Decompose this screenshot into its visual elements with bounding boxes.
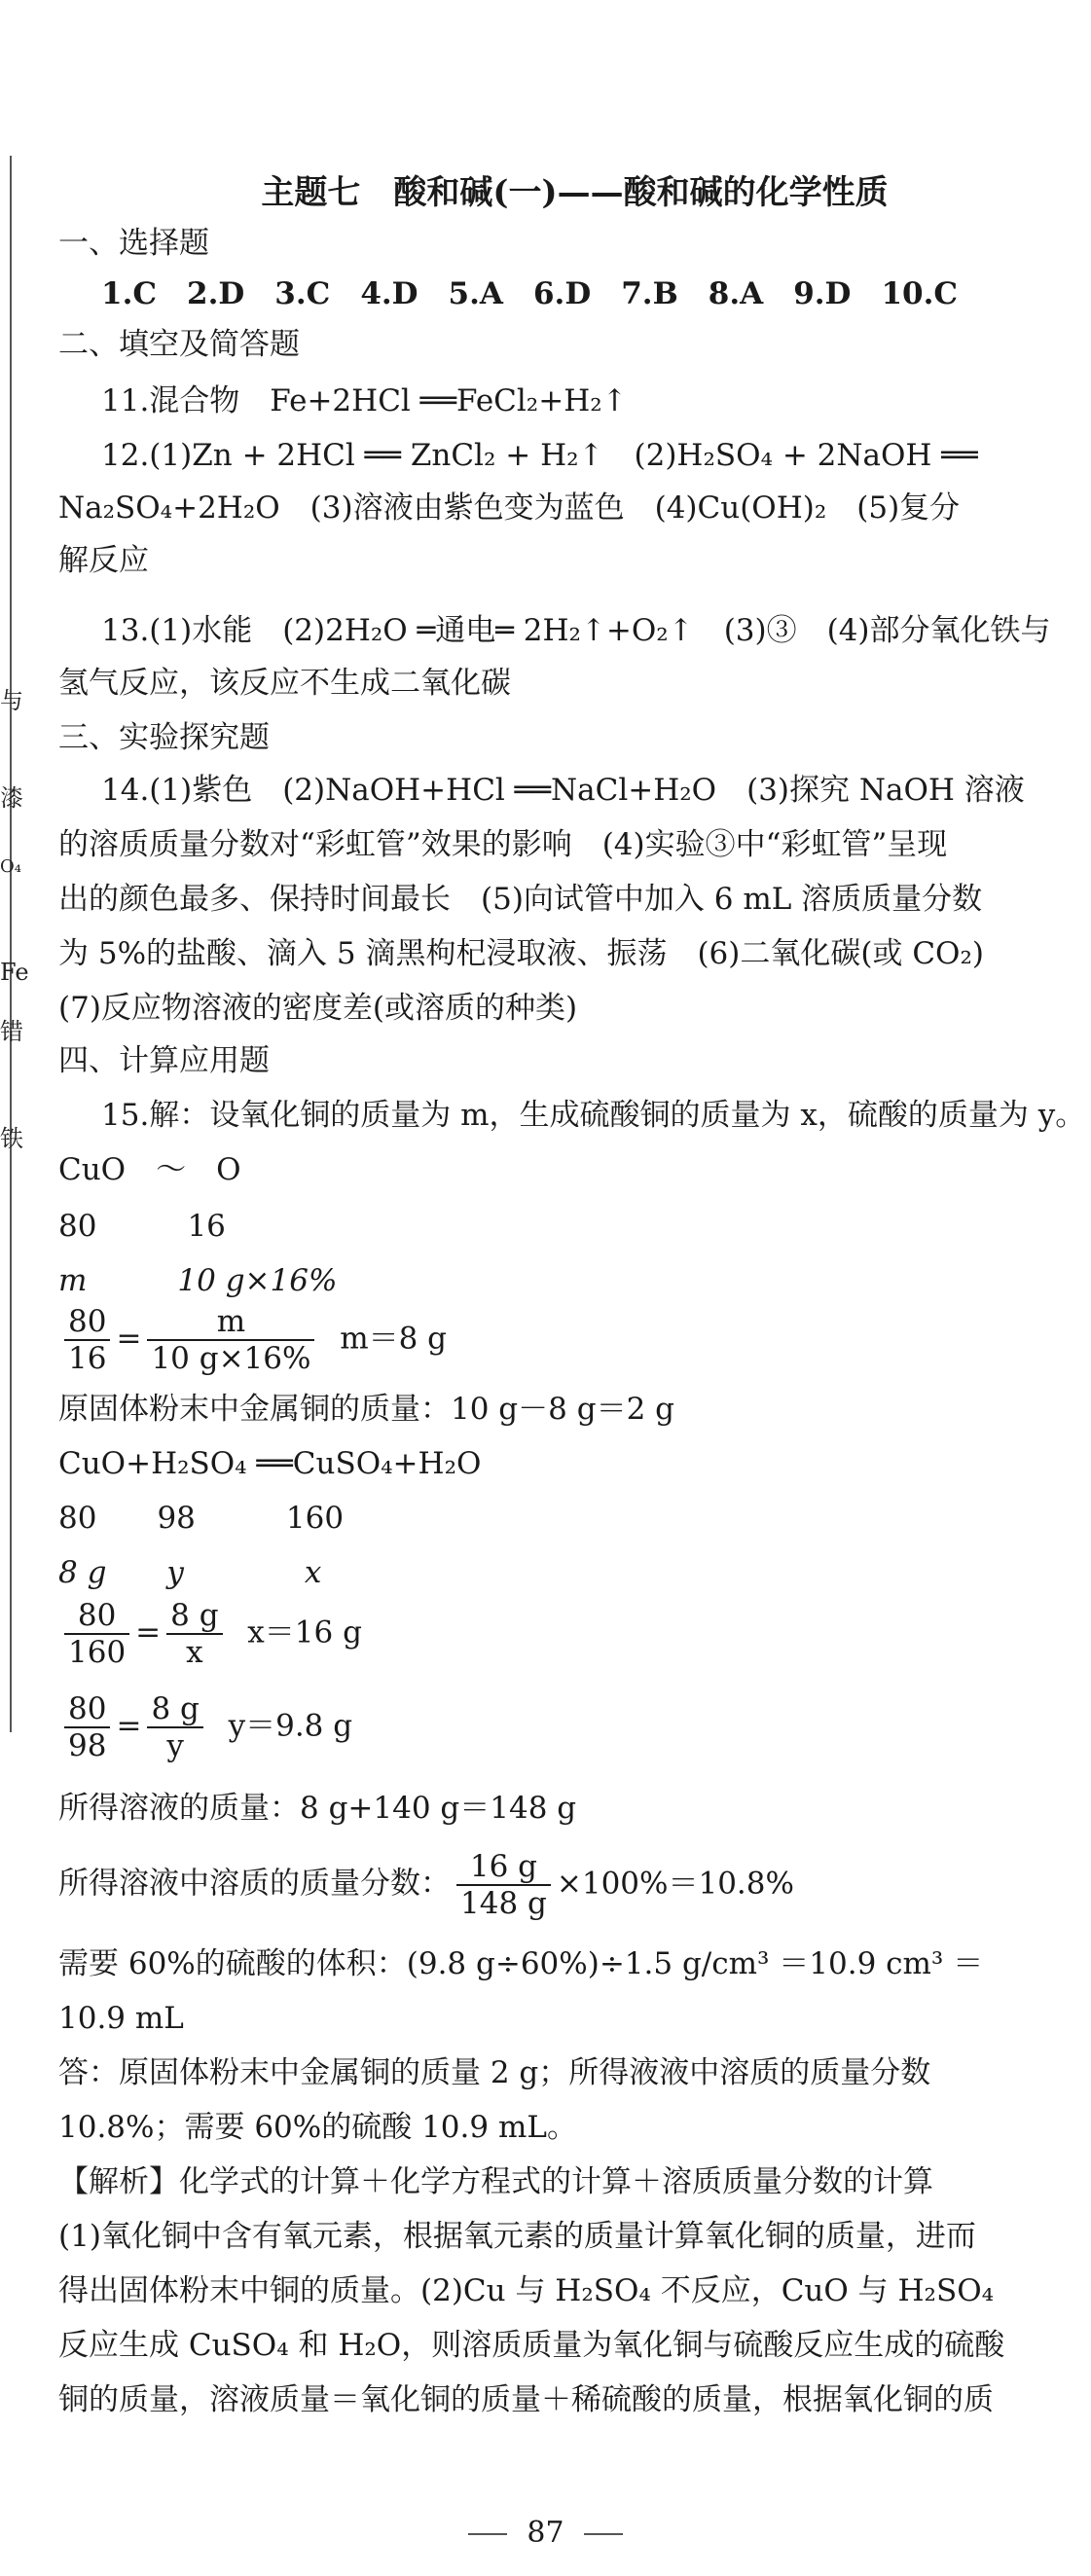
answer-line: 的溶质质量分数对“彩虹管”效果的影响 (4)实验③中“彩虹管”呈现	[58, 827, 948, 862]
calc-line: 原固体粉末中金属铜的质量：10 g－8 g＝2 g	[58, 1392, 674, 1427]
equals: =	[116, 1708, 142, 1744]
section-heading: 四、计算应用题	[58, 1043, 270, 1078]
margin-fragment: Fe	[0, 959, 29, 986]
fraction	[64, 1691, 110, 1763]
numerator: 80	[64, 1304, 110, 1341]
calc-line: CuO ～ O	[58, 1152, 241, 1187]
margin-fragment: 错	[0, 1018, 23, 1045]
calc-line: 80 16	[58, 1209, 226, 1244]
analysis-line: 铜的质量，溶液质量＝氧化铜的质量＋稀硫酸的质量，根据氧化铜的质	[58, 2382, 994, 2417]
calc-line: 10.9 mL	[58, 2001, 184, 2036]
page-number	[0, 2516, 1091, 2550]
equals: =	[135, 1615, 162, 1651]
page-number-text: 87	[527, 2516, 564, 2550]
numerator: 80	[64, 1598, 129, 1635]
answer-line: 解反应	[58, 543, 149, 578]
fraction-line	[58, 1598, 1091, 1670]
section-heading: 一、选择题	[58, 226, 209, 261]
denominator: y	[166, 1728, 184, 1763]
fraction-prefix: 所得溶液中溶质的质量分数：	[58, 1866, 451, 1902]
numerator: 80	[64, 1691, 110, 1728]
denominator: 98	[68, 1728, 107, 1763]
denominator: 16	[68, 1341, 107, 1376]
answer-line: 为 5%的盐酸、滴入 5 滴黑枸杞浸取液、振荡 (6)二氧化碳(或 CO₂)	[58, 936, 984, 971]
numerator: m	[147, 1304, 314, 1341]
numerator: 16 g	[456, 1849, 551, 1886]
calc-line: 所得溶液的质量：8 g+140 g＝148 g	[58, 1791, 577, 1826]
denominator: 160	[68, 1635, 127, 1670]
denominator: 148 g	[460, 1886, 547, 1921]
answer-line: 1.C 2.D 3.C 4.D 5.A 6.D 7.B 8.A 9.D 10.C	[101, 276, 959, 311]
fraction-line	[58, 1304, 1091, 1376]
numerator: 8 g	[147, 1691, 202, 1728]
result: m＝8 g	[340, 1321, 448, 1357]
numerator: 8 g	[166, 1598, 222, 1635]
fraction	[64, 1304, 110, 1376]
page-title: 主题七 酸和碱(一)——酸和碱的化学性质	[261, 173, 889, 212]
result: y＝9.8 g	[228, 1708, 353, 1744]
footer-dash	[584, 2533, 623, 2535]
calc-line: m 10 g×16%	[58, 1263, 338, 1298]
margin-fragment: 铁	[0, 1125, 23, 1152]
result: x＝16 g	[247, 1615, 362, 1651]
answer-line: 11.混合物 Fe+2HCl ══FeCl₂+H₂↑	[101, 383, 628, 418]
section-heading: 二、填空及简答题	[58, 327, 300, 362]
answer-line: 出的颜色最多、保持时间最长 (5)向试管中加入 6 mL 溶质质量分数	[58, 882, 983, 917]
calc-line: 80 98 160	[58, 1501, 345, 1536]
fraction	[147, 1691, 202, 1763]
answer-line: 12.(1)Zn + 2HCl ══ ZnCl₂ + H₂↑ (2)H₂SO₄ + 2NaOH ══	[101, 438, 978, 473]
margin-fragment: O₄	[0, 856, 21, 877]
answer-line: 13.(1)水能 (2)2H₂O ═通电═ 2H₂↑+O₂↑ (3)③ (4)部分氧化铁与	[101, 613, 1051, 648]
fraction-line	[58, 1691, 1091, 1763]
analysis-line: 得出固体粉末中铜的质量。(2)Cu 与 H₂SO₄ 不反应，CuO 与 H₂SO₄	[58, 2273, 995, 2308]
margin-rule	[10, 156, 12, 1732]
answer-line: Na₂SO₄+2H₂O (3)溶液由紫色变为蓝色 (4)Cu(OH)₂ (5)复分	[58, 490, 961, 526]
analysis-line: (1)氧化铜中含有氧元素，根据氧元素的质量计算氧化铜的质量，进而	[58, 2219, 976, 2254]
footer-dash	[468, 2533, 507, 2535]
fraction	[456, 1849, 551, 1921]
answer-line: (7)反应物溶液的密度差(或溶质的种类)	[58, 991, 578, 1026]
calc-line: 8 g y x	[58, 1555, 322, 1590]
calc-line: 需要 60%的硫酸的体积：(9.8 g÷60%)÷1.5 g/cm³ ＝10.9 cm³ ＝	[58, 1946, 984, 1981]
answer-line: 氢气反应，该反应不生成二氧化碳	[58, 666, 511, 701]
answer-line: 答：原固体粉末中金属铜的质量 2 g；所得液液中溶质的质量分数	[58, 2055, 931, 2090]
analysis-line: 【解析】化学式的计算＋化学方程式的计算＋溶质质量分数的计算	[58, 2164, 933, 2199]
answer-line: 14.(1)紫色 (2)NaOH+HCl ══NaCl+H₂O (3)探究 NaOH 溶液	[101, 773, 1025, 808]
equals: =	[116, 1321, 142, 1357]
result: ×100%＝10.8%	[556, 1866, 794, 1902]
fraction	[64, 1598, 129, 1670]
answer-line: 10.8%；需要 60%的硫酸 10.9 mL。	[58, 2110, 577, 2145]
margin-fragment: 与	[0, 687, 23, 714]
section-heading: 三、实验探究题	[58, 720, 270, 755]
fraction	[147, 1304, 314, 1376]
answer-line: 15.解：设氧化铜的质量为 m，生成硫酸铜的质量为 x，硫酸的质量为 y。	[101, 1098, 1086, 1133]
fraction-line	[58, 1849, 1091, 1921]
analysis-line: 反应生成 CuSO₄ 和 H₂O，则溶质质量为氧化铜与硫酸反应生成的硫酸	[58, 2328, 1005, 2363]
denominator: x	[186, 1635, 203, 1670]
calc-line: CuO+H₂SO₄ ══CuSO₄+H₂O	[58, 1446, 482, 1481]
denominator: 10 g×16%	[151, 1341, 311, 1376]
fraction	[166, 1598, 222, 1670]
margin-fragment: 漆	[0, 784, 23, 812]
